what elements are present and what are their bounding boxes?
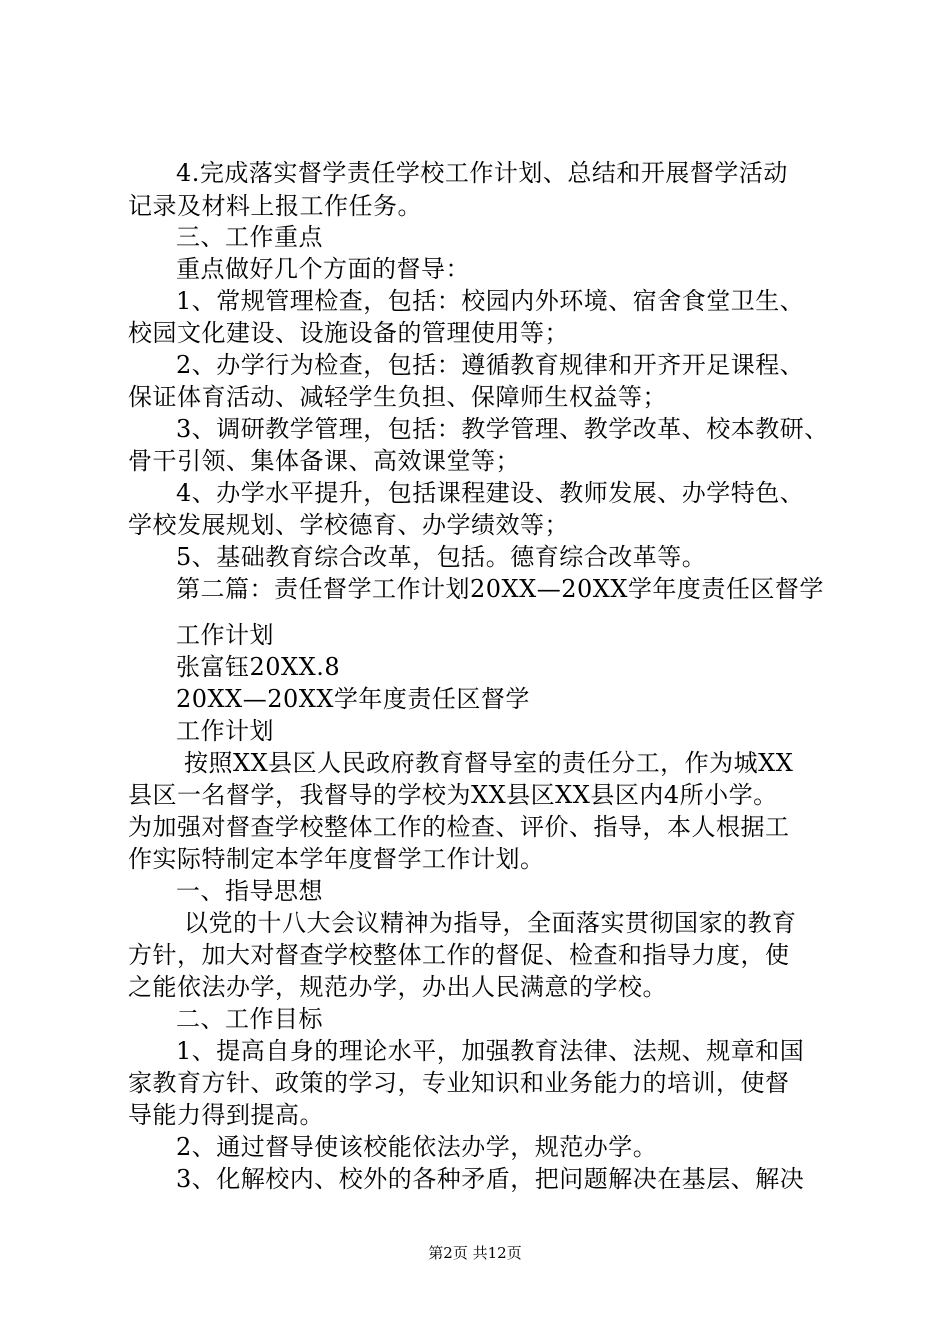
page-total: 共12页	[472, 1244, 522, 1262]
text-line: 第二篇：责任督学工作计划20XX—20XX学年度责任区督学	[176, 575, 824, 603]
text-line: 作实际特制定本学年度督学工作计划。	[128, 845, 545, 873]
text-line: 校园文化建设、设施设备的管理使用等；	[128, 319, 569, 347]
page-number: 第2页	[428, 1244, 468, 1262]
text-line: 方针，加大对督查学校整体工作的督促、检查和指导力度，使	[128, 941, 790, 969]
text-line: 1、常规管理检查，包括：校园内外环境、宿舍食堂卫生、	[176, 287, 805, 315]
text-line: 张富钰20XX.8	[176, 653, 341, 681]
text-line: 二、工作目标	[176, 1005, 323, 1033]
text-line: 工作计划	[176, 717, 274, 745]
text-line: 工作计划	[176, 621, 274, 649]
text-line: 以党的十八大会议精神为指导，全面落实贯彻国家的教育	[184, 909, 797, 937]
text-line: 4、办学水平提升，包括课程建设、教师发展、办学特色、	[176, 479, 805, 507]
text-line: 三、工作重点	[176, 223, 323, 251]
text-line: 3、化解校内、校外的各种矛盾，把问题解决在基层、解决	[176, 1165, 805, 1193]
text-line: 4.完成落实督学责任学校工作计划、总结和开展督学活动	[176, 159, 788, 187]
text-line: 为加强对督查学校整体工作的检查、评价、指导，本人根据工	[128, 813, 790, 841]
text-line: 一、指导思想	[176, 877, 323, 905]
text-line: 保证体育活动、减轻学生负担、保障师生权益等；	[128, 383, 667, 411]
text-line: 2、办学行为检查，包括：遵循教育规律和开齐开足课程、	[176, 351, 805, 379]
page-footer	[0, 1243, 950, 1263]
text-line: 重点做好几个方面的督导：	[176, 255, 470, 283]
text-line: 导能力得到提高。	[128, 1101, 324, 1129]
text-line: 5、基础教育综合改革，包括。德育综合改革等。	[176, 543, 707, 571]
text-line: 学校发展规划、学校德育、办学绩效等；	[128, 511, 569, 539]
text-line: 按照XX县区人民政府教育督导室的责任分工，作为城XX	[184, 749, 794, 777]
text-line: 县区一名督学，我督导的学校为XX县区XX县区内4所小学。	[128, 781, 778, 809]
text-line: 记录及材料上报工作任务。	[128, 192, 422, 220]
text-line: 之能依法办学，规范办学，办出人民满意的学校。	[128, 973, 667, 1001]
text-line: 1、提高自身的理论水平，加强教育法律、法规、规章和国	[176, 1037, 805, 1065]
text-line: 2、通过督导使该校能依法办学，规范办学。	[176, 1133, 658, 1161]
text-line: 20XX—20XX学年度责任区督学	[176, 685, 530, 713]
text-line: 骨干引领、集体备课、高效课堂等；	[128, 447, 520, 475]
text-line: 3、调研教学管理，包括：教学管理、教学改革、校本教研、	[176, 415, 829, 443]
text-line: 家教育方针、政策的学习，专业知识和业务能力的培训，使督	[128, 1069, 790, 1097]
